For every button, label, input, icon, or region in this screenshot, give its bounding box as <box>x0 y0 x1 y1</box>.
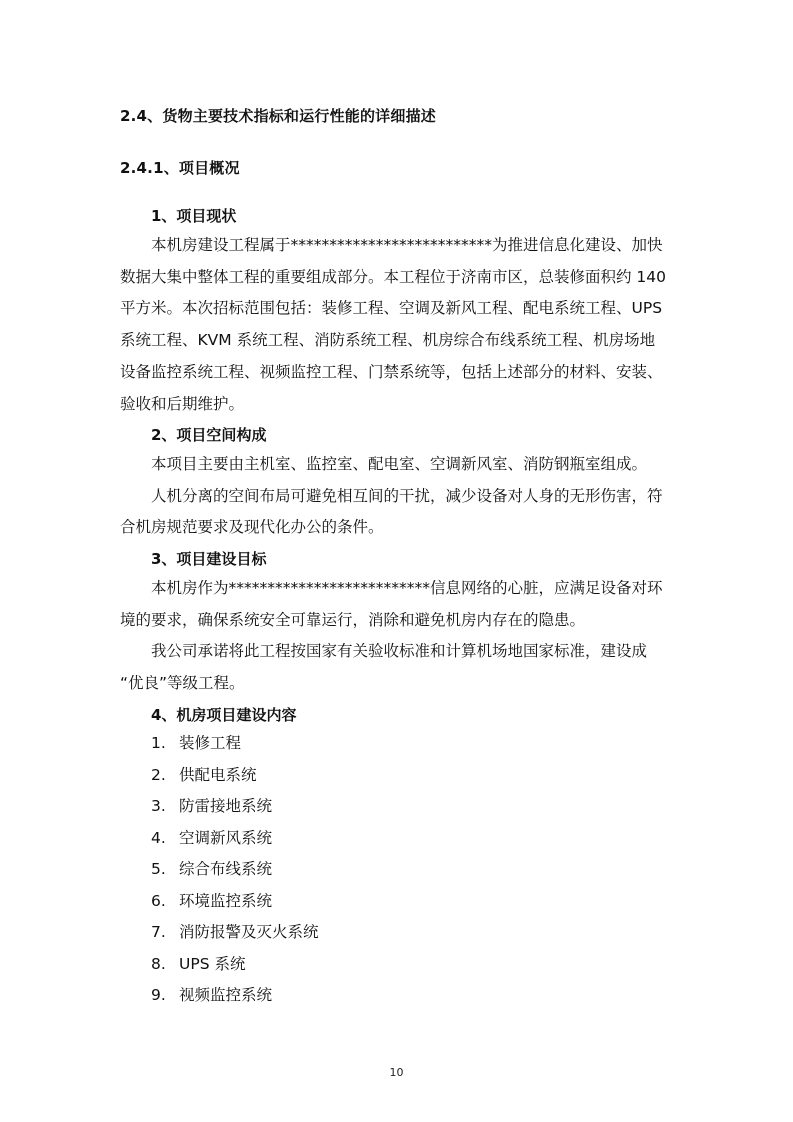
list-item: 4. 空调新风系统 <box>151 828 273 847</box>
subsection-title: 2.4.1、项目概况 <box>120 159 240 177</box>
text-line: 本机房建设工程属于**************************为推进信息化建设、加快 <box>151 236 663 254</box>
item-title-contents: 4、机房项目建设内容 <box>151 706 297 724</box>
text-line: 验收和后期维护。 <box>120 394 245 413</box>
text-line: 设备监控系统工程、视频监控工程、门禁系统等，包括上述部分的材料、安装、 <box>120 362 663 381</box>
text-line: 人机分离的空间布局可避免相互间的干扰，减少设备对人身的无形伤害，符 <box>151 486 663 505</box>
text-line: “优良”等级工程。 <box>120 674 245 693</box>
item-title-goal: 3、项目建设目标 <box>151 550 267 568</box>
text-line: 本项目主要由主机室、监控室、配电室、空调新风室、消防钢瓶室组成。 <box>151 455 648 473</box>
list-item: 5. 综合布线系统 <box>151 860 273 878</box>
text-line: 数据大集中整体工程的重要组成部分。本工程位于济南市区，总装修面积约 140 <box>120 267 667 286</box>
paragraph-goal <box>120 573 676 700</box>
text-line: 平方米。本次招标范围包括：装修工程、空调及新风工程、配电系统工程、UPS <box>120 299 663 318</box>
text-line: 我公司承诺将此工程按国家有关验收标准和计算机场地国家标准，建设成 <box>151 642 648 661</box>
item-title-status: 1、项目现状 <box>151 207 237 225</box>
paragraph-status <box>120 230 676 420</box>
text-line: 本机房作为**************************信息网络的心脏，应满足设备对环 <box>151 579 663 597</box>
list-item: 8. UPS 系统 <box>151 954 246 973</box>
list-item: 6. 环境监控系统 <box>151 891 273 910</box>
paragraph-space <box>120 449 676 544</box>
text-line: 合机房规范要求及现代化办公的条件。 <box>120 518 384 537</box>
section-title: 2.4、货物主要技术指标和运行性能的详细描述 <box>120 107 436 125</box>
list-item: 1. 装修工程 <box>151 734 242 752</box>
page-number: 10 <box>389 1066 404 1079</box>
item-title-space: 2、项目空间构成 <box>151 426 267 444</box>
text-line: 境的要求，确保系统安全可靠运行，消除和避免机房内存在的隐患。 <box>120 610 586 629</box>
contents-list <box>151 728 319 1012</box>
list-item: 9. 视频监控系统 <box>151 986 273 1004</box>
list-item: 3. 防雷接地系统 <box>151 797 273 815</box>
list-item: 7. 消防报警及灭火系统 <box>151 923 319 941</box>
list-item: 2. 供配电系统 <box>151 765 257 784</box>
text-line: 系统工程、KVM 系统工程、消防系统工程、机房综合布线系统工程、机房场地 <box>120 331 656 350</box>
